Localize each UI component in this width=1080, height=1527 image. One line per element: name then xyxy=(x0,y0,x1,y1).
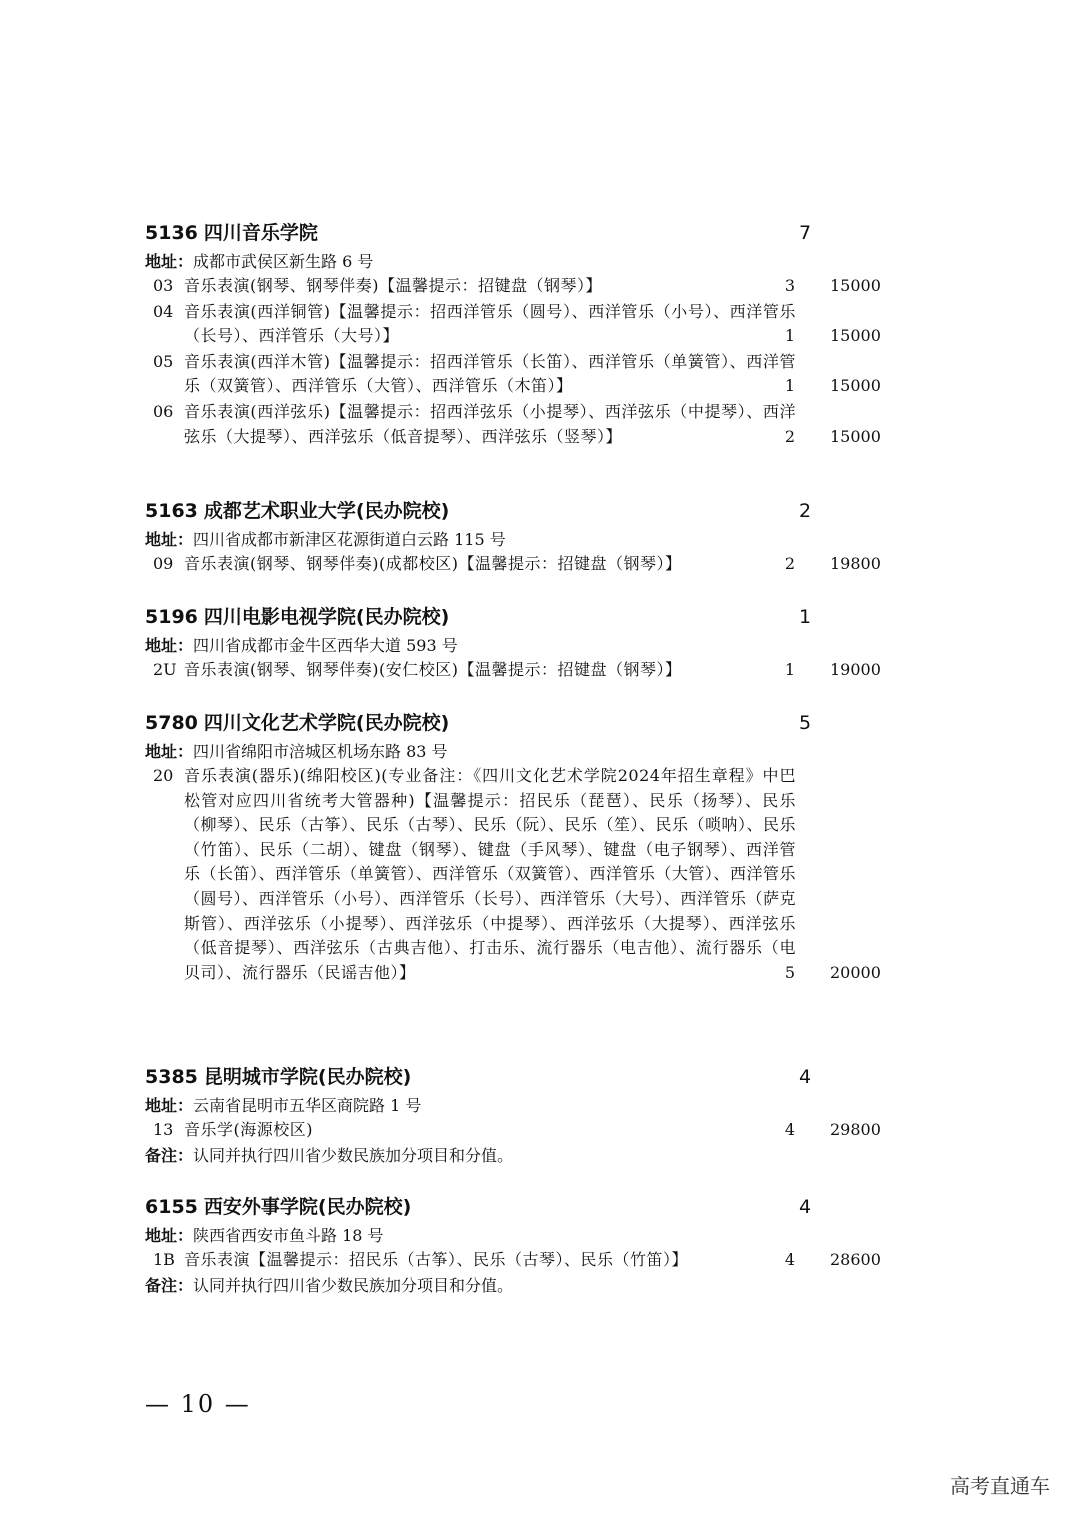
major-fee: 19000 xyxy=(830,660,881,679)
major-fee: 15000 xyxy=(830,376,881,396)
school-plan-count: 4 xyxy=(798,1066,812,1088)
address-text: 四川省成都市金牛区西华大道 593 号 xyxy=(193,636,458,655)
major-code: 05 xyxy=(153,351,174,371)
school-address xyxy=(145,528,865,552)
address-label: 地址： xyxy=(145,1226,194,1245)
major-code: 04 xyxy=(153,301,174,321)
school-header xyxy=(145,494,865,528)
major-code: 2U xyxy=(153,660,177,679)
major-fee: 19800 xyxy=(830,554,881,573)
page-number: — 10 — xyxy=(145,1390,251,1418)
major-code: 1B xyxy=(153,1250,175,1269)
school-address xyxy=(145,250,865,274)
major-count: 4 xyxy=(784,1250,796,1269)
school-name: 四川文化艺术学院(民办院校) xyxy=(203,712,450,734)
major-row xyxy=(145,764,881,985)
major-count: 1 xyxy=(784,660,796,679)
major-text: 音乐表演(西洋木管)【温馨提示：招西洋管乐（长笛）、西洋管乐（单簧管）、西洋管乐（双簧管）、西洋管乐（大管）、西洋管乐（木笛）】 xyxy=(184,351,796,396)
address-label: 地址： xyxy=(145,252,194,271)
school-address xyxy=(145,740,865,764)
major-text: 音乐表演(西洋铜管)【温馨提示：招西洋管乐（圆号）、西洋管乐（小号）、西洋管乐（长号）、西洋管乐（大号）】 xyxy=(184,301,796,346)
school-header xyxy=(145,1190,865,1224)
major-text: 音乐表演(钢琴、钢琴伴奏)【温馨提示：招键盘（钢琴）】 xyxy=(184,276,602,295)
major-code: 20 xyxy=(153,766,174,785)
major-fee: 20000 xyxy=(830,962,881,982)
major-fee: 15000 xyxy=(830,426,881,446)
major-fee: 28600 xyxy=(830,1250,881,1269)
address-text: 四川省绵阳市涪城区机场东路 83 号 xyxy=(193,742,448,761)
major-fee: 29800 xyxy=(830,1120,881,1139)
school-plan-count: 4 xyxy=(798,1196,812,1218)
school-name: 四川音乐学院 xyxy=(203,222,318,244)
school-block xyxy=(145,600,881,684)
school-address xyxy=(145,1094,865,1118)
watermark: 高考直通车 xyxy=(950,1474,1050,1498)
address-label: 地址： xyxy=(145,530,194,549)
address-text: 陕西省西安市鱼斗路 18 号 xyxy=(193,1226,384,1245)
major-row xyxy=(145,274,881,299)
major-code: 03 xyxy=(153,276,174,295)
school-code: 6155 xyxy=(145,1196,198,1218)
address-label: 地址： xyxy=(145,1096,194,1115)
school-block xyxy=(145,216,881,450)
address-label: 地址： xyxy=(145,636,194,655)
major-text: 音乐表演(器乐)(绵阳校区)(专业备注：《四川文化艺术学院2024年招生章程》中巴松管对应四川省统考大管器种)【温馨提示：招民乐（琵琶）、民乐（扬琴）、民乐（柳琴）、民乐（古筝）、民乐（古琴）、民乐（阮）、民乐（笙）、民乐（唢呐）、民乐（竹笛）、民乐（二胡）、键盘（钢琴）、键盘（手风琴）、键盘（电子钢琴）、西洋管乐（长笛）、西洋管乐（单簧管）、西洋管乐（双簧管）、西洋管乐（大管）、西洋管乐（圆号）、西洋管乐（小号）、西洋管乐（长号）、西洋管乐（大号）、西洋管乐（萨克斯管）、西洋弦乐（小提琴）、西洋弦乐（中提琴）、西洋弦乐（大提琴）、西洋弦乐（低音提琴）、西洋弦乐（古典吉他）、打击乐、流行器乐（电吉他）、流行器乐（电贝司）、流行器乐（民谣吉他）】 xyxy=(184,766,797,982)
school-code: 5780 xyxy=(145,712,198,734)
school-block xyxy=(145,494,881,578)
major-text: 音乐学(海源校区) xyxy=(184,1120,313,1139)
school-block xyxy=(145,706,881,986)
school-block xyxy=(145,1190,881,1298)
school-header xyxy=(145,1060,865,1094)
major-row xyxy=(145,658,881,683)
note-text: 认同并执行四川省少数民族加分项目和分值。 xyxy=(193,1145,514,1165)
major-count: 2 xyxy=(784,554,796,573)
major-text: 音乐表演【温馨提示：招民乐（古筝）、民乐（古琴）、民乐（竹笛）】 xyxy=(184,1250,689,1269)
school-address xyxy=(145,1224,865,1248)
school-code: 5385 xyxy=(145,1066,198,1088)
major-row xyxy=(145,1248,881,1273)
major-code: 13 xyxy=(153,1120,174,1139)
address-text: 云南省昆明市五华区商院路 1 号 xyxy=(193,1096,422,1115)
major-row xyxy=(145,400,881,449)
major-row xyxy=(145,350,881,399)
major-count: 1 xyxy=(784,326,796,346)
school-note xyxy=(145,1274,865,1298)
note-label: 备注： xyxy=(145,1275,194,1295)
major-count: 4 xyxy=(784,1120,796,1139)
school-block xyxy=(145,1060,881,1168)
major-text: 音乐表演(钢琴、钢琴伴奏)(安仁校区)【温馨提示：招键盘（钢琴）】 xyxy=(184,660,682,679)
major-count: 1 xyxy=(784,376,796,396)
address-label: 地址： xyxy=(145,742,194,761)
school-code: 5163 xyxy=(145,500,198,522)
school-name: 西安外事学院(民办院校) xyxy=(203,1196,412,1218)
school-plan-count: 1 xyxy=(798,606,812,628)
major-count: 5 xyxy=(784,962,796,982)
school-plan-count: 5 xyxy=(798,712,812,734)
major-row xyxy=(145,300,881,349)
major-count: 2 xyxy=(784,426,796,446)
major-count: 3 xyxy=(784,276,796,295)
school-note xyxy=(145,1144,865,1168)
school-code: 5196 xyxy=(145,606,198,628)
major-fee: 15000 xyxy=(830,276,881,295)
school-name: 四川电影电视学院(民办院校) xyxy=(203,606,450,628)
major-fee: 15000 xyxy=(830,326,881,346)
school-name: 成都艺术职业大学(民办院校) xyxy=(203,500,450,522)
note-label: 备注： xyxy=(145,1145,194,1165)
school-header xyxy=(145,216,865,250)
school-name: 昆明城市学院(民办院校) xyxy=(203,1066,412,1088)
school-address xyxy=(145,634,865,658)
school-header xyxy=(145,706,865,740)
school-plan-count: 2 xyxy=(798,500,812,522)
major-text: 音乐表演(西洋弦乐)【温馨提示：招西洋弦乐（小提琴）、西洋弦乐（中提琴）、西洋弦乐（大提琴）、西洋弦乐（低音提琴）、西洋弦乐（竖琴）】 xyxy=(184,401,796,446)
school-header xyxy=(145,600,865,634)
major-code: 09 xyxy=(153,554,174,573)
major-code: 06 xyxy=(153,401,174,421)
major-row xyxy=(145,1118,881,1143)
major-row xyxy=(145,552,881,577)
address-text: 成都市武侯区新生路 6 号 xyxy=(193,252,374,271)
note-text: 认同并执行四川省少数民族加分项目和分值。 xyxy=(193,1275,514,1295)
address-text: 四川省成都市新津区花源街道白云路 115 号 xyxy=(193,530,506,549)
school-code: 5136 xyxy=(145,222,198,244)
major-text: 音乐表演(钢琴、钢琴伴奏)(成都校区)【温馨提示：招键盘（钢琴）】 xyxy=(184,554,682,573)
school-plan-count: 7 xyxy=(798,222,812,244)
